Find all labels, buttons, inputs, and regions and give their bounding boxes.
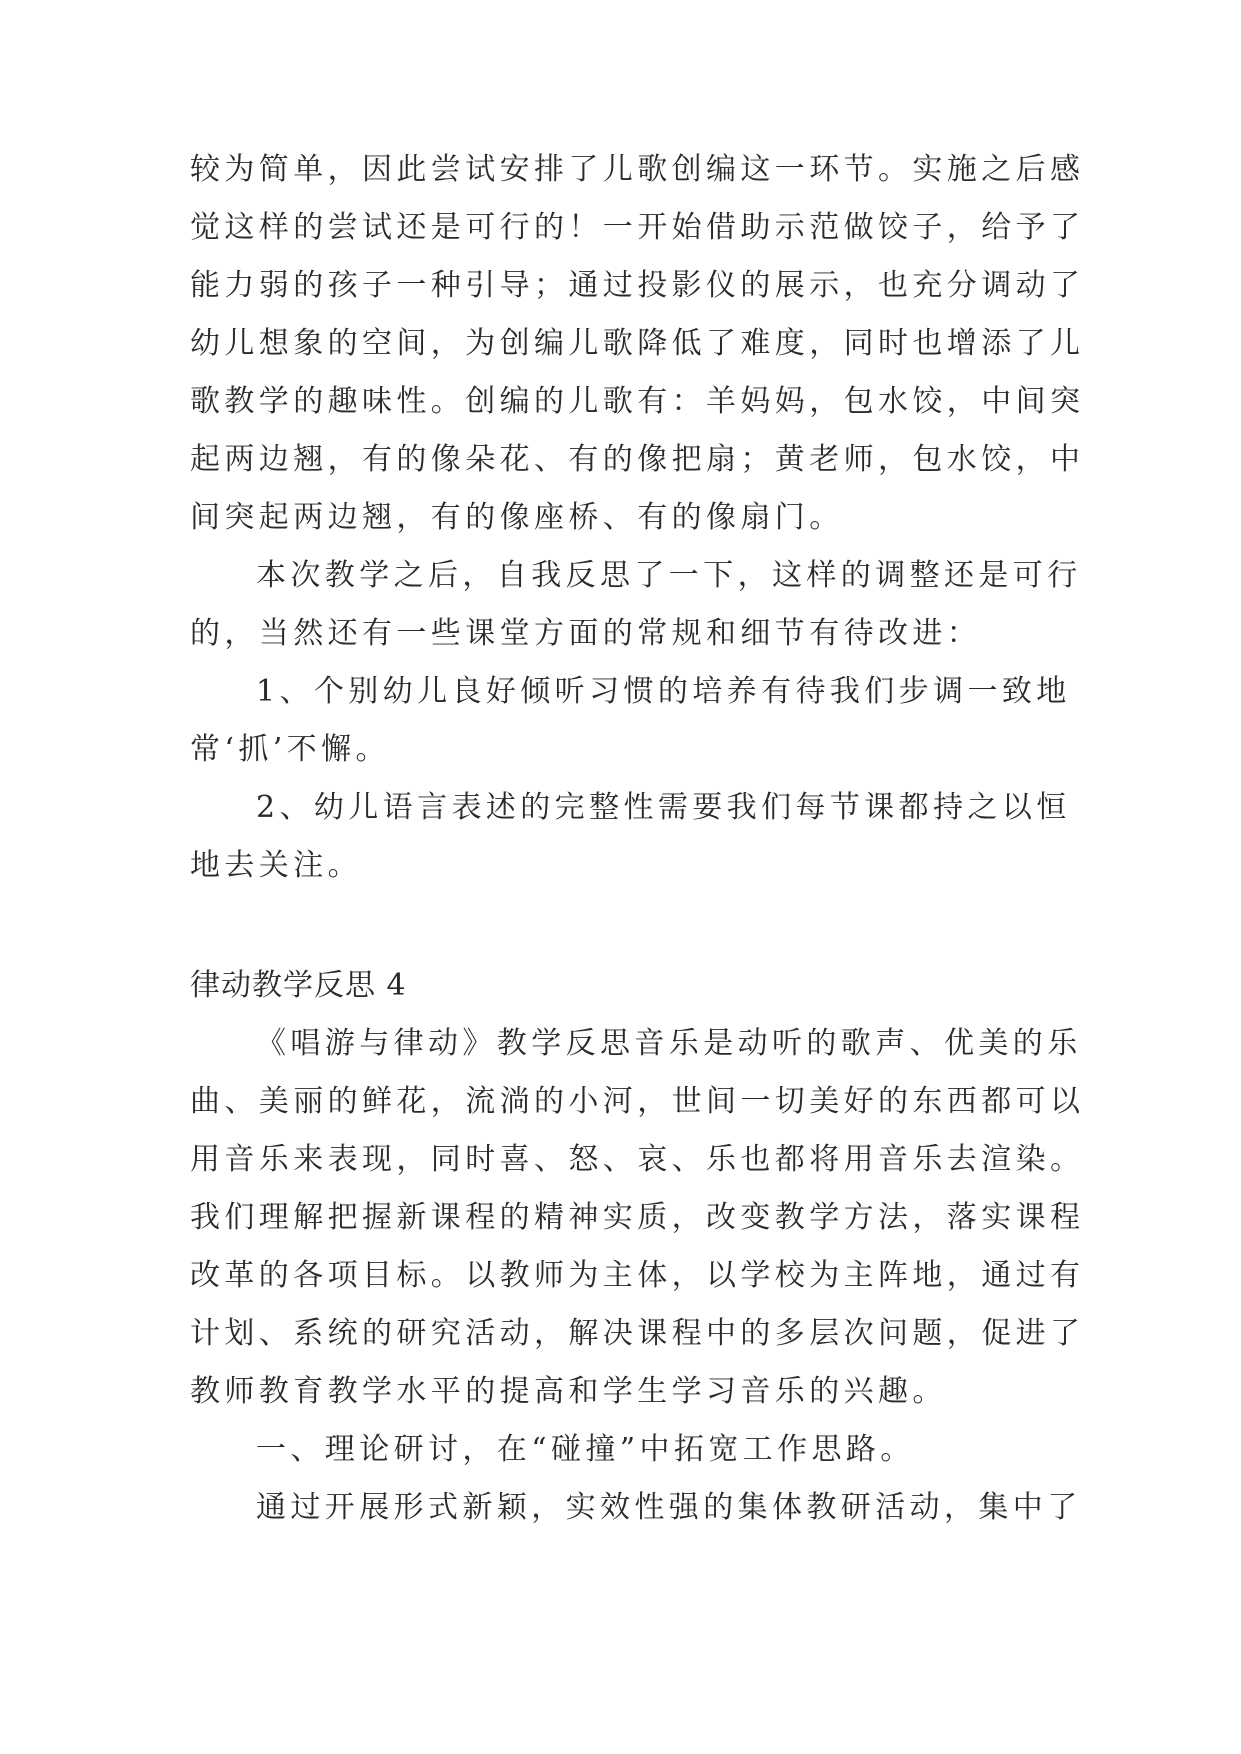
subheading-line: 一、理论研讨，在“碰撞”中拓宽工作思路。: [256, 1432, 915, 1467]
paragraph-line: 歌教学的趣味性。创编的儿歌有：羊妈妈，包水饺，中间突: [190, 384, 1085, 419]
paragraph-line: 间突起两边翘，有的像座桥、有的像扇门。: [190, 500, 844, 535]
paragraph-line: 觉这样的尝试还是可行的！一开始借助示范做饺子，给予了: [190, 210, 1085, 245]
paragraph-line: 起两边翘，有的像朵花、有的像把扇；黄老师，包水饺，中: [190, 442, 1085, 477]
list-item-line: 常‘抓’不懈。: [190, 732, 390, 767]
paragraph-line: 教师教育教学水平的提高和学生学习音乐的兴趣。: [190, 1374, 947, 1409]
paragraph-line: 曲、美丽的鲜花，流淌的小河，世间一切美好的东西都可以: [190, 1084, 1085, 1119]
list-item-line: 2、幼儿语言表述的完整性需要我们每节课都持之以恒: [256, 790, 1071, 825]
paragraph-line: 计划、系统的研究活动，解决课程中的多层次问题，促进了: [190, 1316, 1085, 1351]
paragraph-line: 用音乐来表现，同时喜、怒、哀、乐也都将用音乐去渲染。: [190, 1142, 1085, 1177]
paragraph-line: 幼儿想象的空间，为创编儿歌降低了难度，同时也增添了儿: [190, 326, 1085, 361]
paragraph-line: 《唱游与律动》教学反思音乐是动听的歌声、优美的乐: [256, 1026, 1082, 1061]
section-heading: 律动教学反思 4: [190, 968, 407, 1003]
list-item-line: 1、个别幼儿良好倾听习惯的培养有待我们步调一致地: [256, 674, 1071, 709]
paragraph-line: 本次教学之后，自我反思了一下，这样的调整还是可行: [256, 558, 1082, 593]
paragraph-line: 通过开展形式新颖，实效性强的集体教研活动，集中了: [256, 1490, 1082, 1525]
list-item-line: 地去关注。: [190, 848, 362, 883]
paragraph-line: 较为简单，因此尝试安排了儿歌创编这一环节。实施之后感: [190, 152, 1085, 187]
paragraph-line: 改革的各项目标。以教师为主体，以学校为主阵地，通过有: [190, 1258, 1085, 1293]
paragraph-line: 我们理解把握新课程的精神实质，改变教学方法，落实课程: [190, 1200, 1085, 1235]
paragraph-line: 能力弱的孩子一种引导；通过投影仪的展示，也充分调动了: [190, 268, 1085, 303]
paragraph-line: 的，当然还有一些课堂方面的常规和细节有待改进：: [190, 616, 982, 651]
